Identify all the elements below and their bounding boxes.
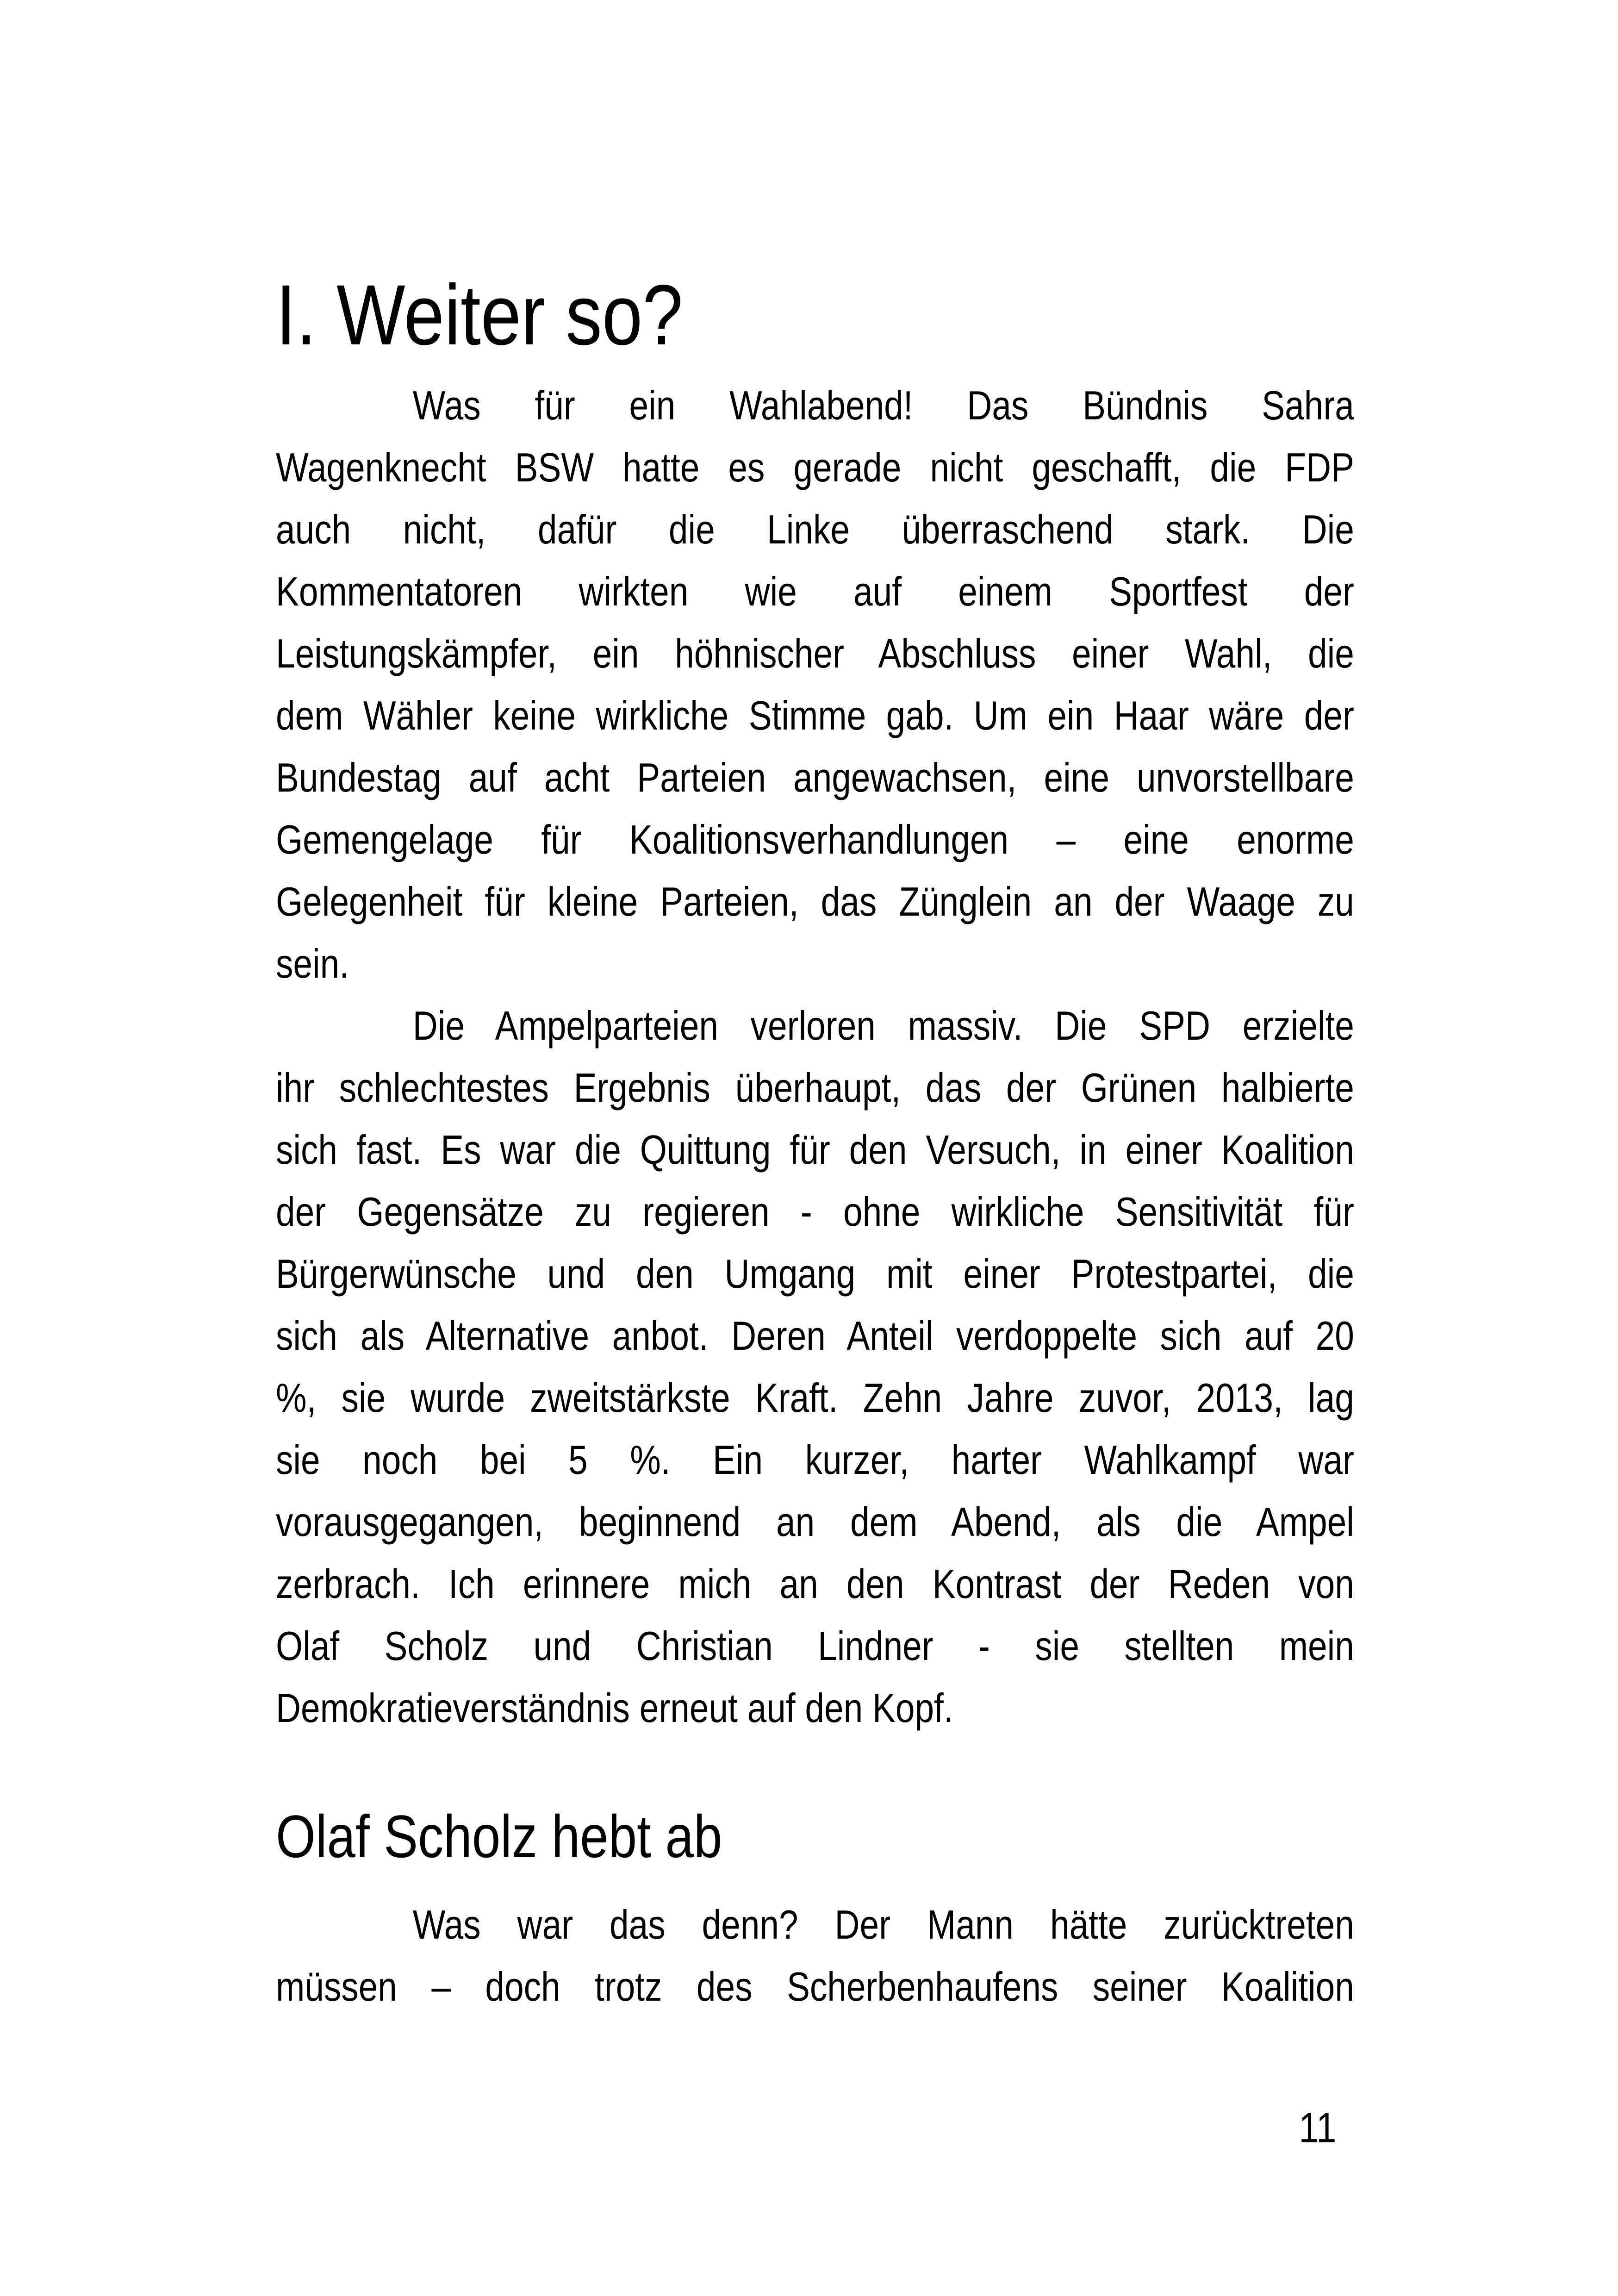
- text-line: Leistungskämpfer, ein höhnischer Abschluss einer Wahl, die: [276, 630, 1354, 676]
- text-column: [276, 0, 1354, 2018]
- paragraph: [276, 1894, 1354, 2018]
- text-line: auch nicht, dafür die Linke überraschend stark. Die: [276, 506, 1354, 552]
- page-number: 11: [1299, 2104, 1337, 2152]
- paragraph: [276, 995, 1354, 1739]
- text-line: zerbrach. Ich erinnere mich an den Kontrast der Reden von: [276, 1561, 1354, 1607]
- text-line: sich fast. Es war die Quittung für den Versuch, in einer Koalition: [276, 1127, 1354, 1173]
- text-line: Was war das denn? Der Mann hätte zurücktreten: [412, 1902, 1354, 1947]
- text-line: Bundestag auf acht Parteien angewachsen, eine unvorstellbare: [276, 755, 1354, 800]
- text-line: Wagenknecht BSW hatte es gerade nicht geschafft, die FDP: [276, 444, 1354, 490]
- text-line: Gelegenheit für kleine Parteien, das Zünglein an der Waage zu: [276, 879, 1354, 924]
- text-line: ihr schlechtestes Ergebnis überhaupt, das der Grünen halbierte: [276, 1065, 1354, 1111]
- text-line: Was für ein Wahlabend! Das Bündnis Sahra: [412, 382, 1354, 428]
- chapter-title: I. Weiter so?: [276, 268, 683, 363]
- text-line: der Gegensätze zu regieren - ohne wirkliche Sensitivität für: [276, 1189, 1354, 1235]
- section-heading: Olaf Scholz hebt ab: [276, 1803, 722, 1870]
- text-line: Bürgerwünsche und den Umgang mit einer Protestpartei, die: [276, 1251, 1354, 1297]
- text-line: sich als Alternative anbot. Deren Anteil verdoppelte sich auf 20: [276, 1313, 1354, 1359]
- paragraph: [276, 374, 1354, 995]
- text-line: dem Wähler keine wirkliche Stimme gab. Um ein Haar wäre der: [276, 693, 1354, 738]
- text-line: Kommentatoren wirkten wie auf einem Sportfest der: [276, 568, 1354, 614]
- text-line: Die Ampelparteien verloren massiv. Die SPD erzielte: [412, 1003, 1354, 1048]
- text-line: sie noch bei 5 %. Ein kurzer, harter Wahlkampf war: [276, 1437, 1354, 1483]
- text-line: Olaf Scholz und Christian Lindner - sie stellten mein: [276, 1623, 1354, 1669]
- text-line: Gemengelage für Koalitionsverhandlungen – eine enorme: [276, 817, 1354, 862]
- text-line: %, sie wurde zweitstärkste Kraft. Zehn Jahre zuvor, 2013, lag: [276, 1375, 1354, 1421]
- text-line: vorausgegangen, beginnend an dem Abend, als die Ampel: [276, 1499, 1354, 1545]
- text-line: sein.: [276, 941, 349, 986]
- text-line: müssen – doch trotz des Scherbenhaufens seiner Koalition: [276, 1964, 1354, 2009]
- text-line: Demokratieverständnis erneut auf den Kopf.: [276, 1685, 953, 1731]
